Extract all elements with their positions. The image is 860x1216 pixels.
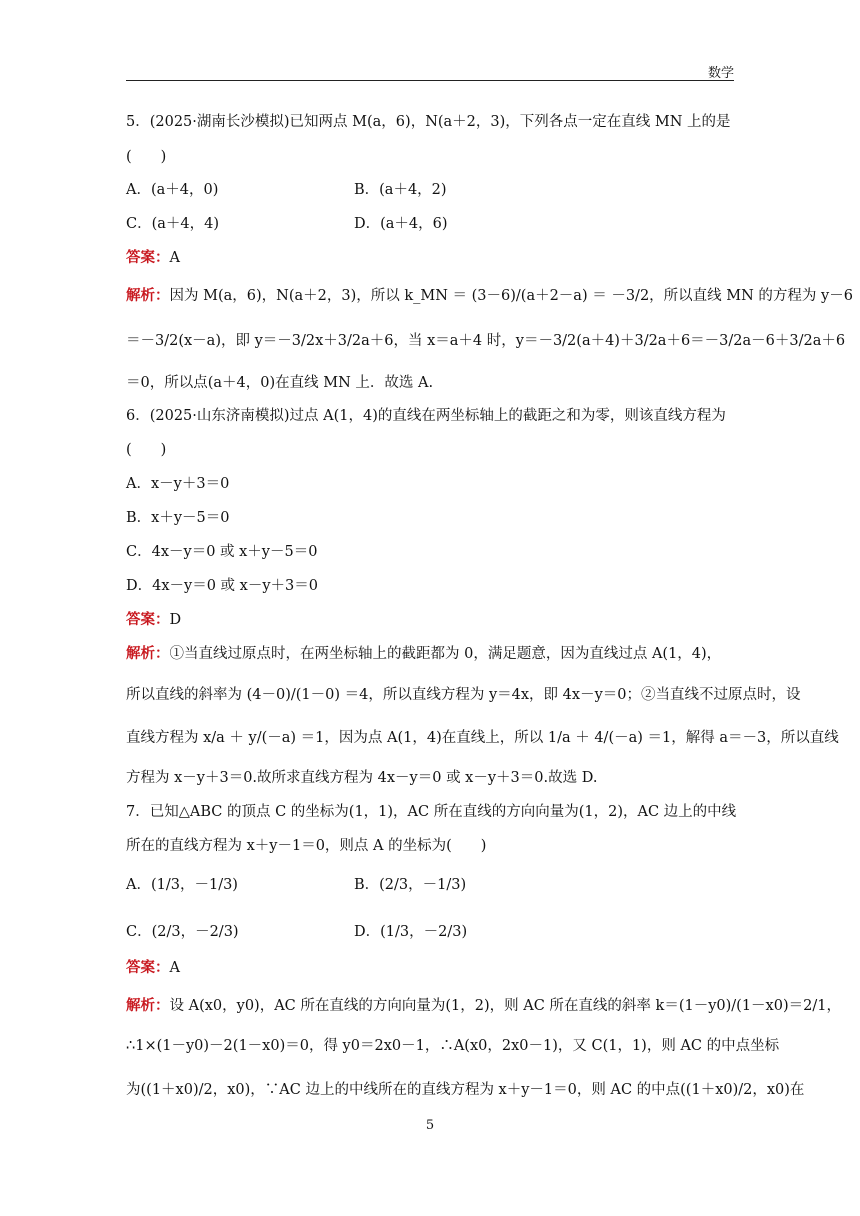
q6-analysis-text-1: ①当直线过原点时，在两坐标轴上的截距都为 0，满足题意，因为直线过点 A(1，4)，: [169, 646, 722, 662]
q7-answer: [126, 958, 180, 978]
analysis-label: 解析：: [126, 997, 170, 1014]
q5-paren: ( ): [126, 149, 167, 165]
q5-stem: 5．(2025·湖南长沙模拟)已知两点 M(a，6)，N(a＋2，3)，下列各点一定在直线 MN 上的是: [126, 114, 731, 130]
q7-stem-line-2: 所在的直线方程为 x＋y－1＝0，则点 A 的坐标为( ): [126, 838, 487, 854]
answer-label: 答案：: [126, 959, 170, 976]
q6-analysis-line-4: 方程为 x－y＋3＝0.故所求直线方程为 4x－y＝0 或 x－y＋3＝0.故选 D.: [126, 770, 598, 786]
q7-option-b: B．(2/3，－1/3): [354, 877, 467, 893]
q7-analysis-line-2: ∴1×(1－y0)－2(1－x0)＝0，得 y0＝2x0－1，∴A(x0，2x0－1)，又 C(1，1)，则 AC 的中点坐标: [126, 1038, 780, 1054]
q7-option-a: A．(1/3，－1/3): [126, 877, 238, 893]
answer-label: 答案：: [126, 249, 170, 266]
analysis-label: 解析：: [126, 645, 170, 662]
q6-option-a: A．x－y＋3＝0: [126, 476, 230, 492]
q5-answer: [126, 248, 180, 268]
q5-option-c: C．(a＋4，4): [126, 216, 220, 232]
q6-stem: 6．(2025·山东济南模拟)过点 A(1，4)的直线在两坐标轴上的截距之和为零，则该直线方程为: [126, 408, 726, 424]
q6-analysis-line-2: 所以直线的斜率为 (4－0)/(1－0) ＝4，所以直线方程为 y＝4x，即 4x－y＝0；②当直线不过原点时，设: [126, 687, 801, 703]
q7-stem-line-1: 7．已知△ABC 的顶点 C 的坐标为(1，1)，AC 所在直线的方向向量为(1，2)，AC 边上的中线: [126, 804, 737, 820]
q7-option-c: C．(2/3，－2/3): [126, 924, 239, 940]
q5-option-d: D．(a＋4，6): [354, 216, 448, 232]
q6-answer: [126, 610, 181, 630]
q7-analysis-line-3: 为((1＋x0)/2，x0)，∵AC 边上的中线所在的直线方程为 x＋y－1＝0，则 AC 的中点((1＋x0)/2，x0)在: [126, 1082, 805, 1098]
q7-analysis-text-1: 设 A(x0，y0)，AC 所在直线的方向向量为(1，2)，则 AC 所在直线的斜率 k＝(1－y0)/(1－x0)＝2/1，: [169, 998, 841, 1014]
q5-analysis-line-2: ＝－3/2(x－a)，即 y＝－3/2x＋3/2a＋6，当 x＝a＋4 时，y＝－3/2(a＋4)＋3/2a＋6＝－3/2a－6＋3/2a＋6: [126, 333, 846, 349]
header-rule: [126, 80, 734, 81]
header-subject: 数学: [707, 66, 734, 81]
q7-analysis-line-1: [126, 996, 841, 1016]
q6-answer-value: D: [169, 612, 182, 628]
q6-analysis-line-3: 直线方程为 x/a ＋ y/(－a) ＝1，因为点 A(1，4)在直线上，所以 1/a ＋ 4/(－a) ＝1，解得 a＝－3，所以直线: [126, 730, 839, 746]
q6-analysis-line-1: [126, 644, 721, 664]
q5-option-b: B．(a＋4，2): [354, 182, 447, 198]
q6-option-c: C．4x－y＝0 或 x＋y－5＝0: [126, 544, 318, 560]
q5-analysis-line-3: ＝0，所以点(a＋4，0)在直线 MN 上．故选 A.: [126, 375, 434, 391]
q5-analysis-text-1: 因为 M(a，6)，N(a＋2，3)，所以 k_MN ＝ (3－6)/(a＋2－a) ＝ －3/2，所以直线 MN 的方程为 y－6: [169, 288, 853, 304]
q5-answer-value: A: [169, 250, 180, 266]
analysis-label: 解析：: [126, 287, 170, 304]
answer-label: 答案：: [126, 611, 170, 628]
q5-analysis-line-1: [126, 286, 853, 306]
q6-option-d: D．4x－y＝0 或 x－y＋3＝0: [126, 578, 318, 594]
q6-option-b: B．x＋y－5＝0: [126, 510, 230, 526]
q6-paren: ( ): [126, 442, 167, 458]
q7-option-d: D．(1/3，－2/3): [354, 924, 468, 940]
page-number: 5: [425, 1118, 435, 1133]
q7-answer-value: A: [169, 960, 180, 976]
q5-option-a: A．(a＋4，0): [126, 182, 219, 198]
